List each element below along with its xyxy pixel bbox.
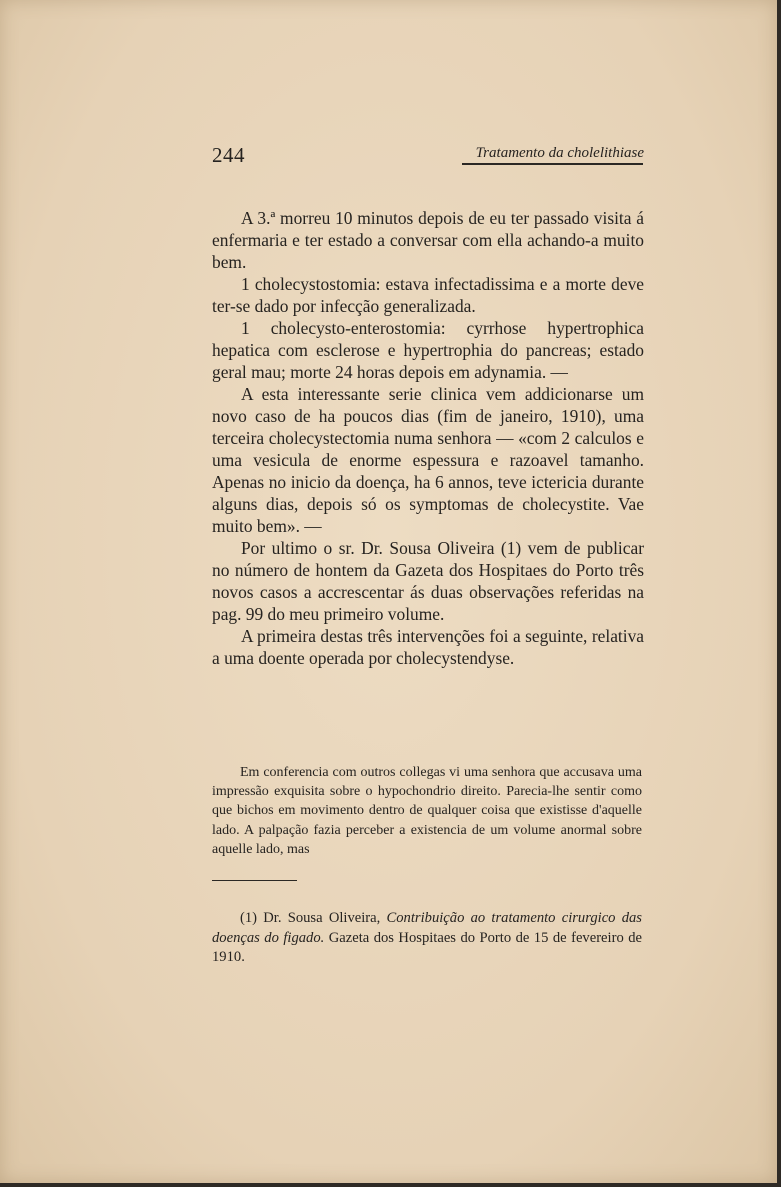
paragraph: 1 cholecystostomia: estava infectadissima e a morte deve ter-se dado por infecção generalizada. bbox=[212, 274, 644, 316]
paragraph: A esta interessante serie clinica vem addicionarse um novo caso de ha poucos dias (fim de janeiro, 1910), uma terceira cholecystectomia numa senhora — «com 2 calculos e uma vesicula de enorme espessura e razoavel tamanho. Apenas no inicio da doença, ha 6 annos, teve ictericia durante alguns dias, depois só os symptomas de cholecystite. Vae muito bem». — bbox=[212, 384, 644, 536]
footnote-paragraph bbox=[212, 909, 642, 968]
running-title: Tratamento da cholelithiase bbox=[475, 145, 644, 161]
body-text bbox=[212, 207, 644, 669]
footnote-rest: Gazeta dos Hospitaes do Porto de 15 de fevereiro de 1910. bbox=[212, 929, 642, 965]
page-edge-bottom bbox=[0, 1183, 781, 1187]
paragraph: Por ultimo o sr. Dr. Sousa Oliveira (1) vem de publicar no número de hontem da Gazeta dos Hospitaes do Porto três novos casos a accrescentar ás duas observações referidas na pag. 99 do meu primeiro volume. bbox=[212, 538, 644, 624]
quoted-case-report bbox=[212, 763, 642, 859]
paragraph: A 3.ª morreu 10 minutos depois de eu ter passado visita á enfermaria e ter estado a conversar com ella achando-a muito bem. bbox=[212, 208, 644, 272]
paragraph: 1 cholecysto-enterostomia: cyrrhose hypertrophica hepatica com esclerose e hypertrophia do pancreas; estado geral mau; morte 24 horas depois em adynamia. — bbox=[212, 318, 644, 382]
footnote-title: Contribuição ao tratamento cirurgico das doenças do figado. bbox=[212, 910, 642, 946]
page-number: 244 bbox=[212, 143, 245, 167]
paragraph: A primeira destas três intervenções foi a seguinte, relativa a uma doente operada por cholecystendyse. bbox=[212, 626, 644, 668]
footnote bbox=[212, 909, 642, 968]
footnote-lead: (1) Dr. Sousa Oliveira, bbox=[240, 910, 387, 926]
header-rule bbox=[462, 163, 643, 165]
quote-paragraph: Em conferencia com outros collegas vi uma senhora que accusava uma impressão exquisita sobre o hypochondrio direito. Parecia-lhe sentir como que bichos em movimento dentro de qualquer coisa que existisse d'aquelle lado. A palpação fazia perceber a existencia de um volume anormal sobre aquelle lado, mas bbox=[212, 765, 642, 857]
footnote-rule bbox=[212, 880, 297, 881]
page-edge-right bbox=[777, 0, 781, 1187]
